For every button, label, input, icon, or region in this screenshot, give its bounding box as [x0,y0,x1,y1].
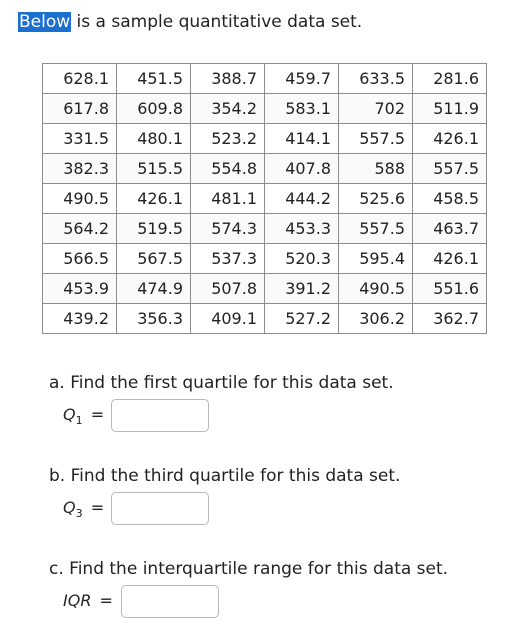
table-cell: 511.9 [413,94,487,124]
table-cell: 382.3 [43,154,117,184]
table-cell: 459.7 [265,64,339,94]
table-cell: 458.5 [413,184,487,214]
table-cell: 480.1 [117,124,191,154]
table-row [43,94,487,124]
table-cell: 453.3 [265,214,339,244]
table-cell: 523.2 [191,124,265,154]
table-cell: 356.3 [117,304,191,334]
table-cell: 557.5 [339,214,413,244]
q3-label [63,497,104,525]
intro-text [18,10,362,34]
table-cell: 474.9 [117,274,191,304]
table-cell: 391.2 [265,274,339,304]
iqr-equals: = [99,591,113,610]
table-cell: 566.5 [43,244,117,274]
table-cell: 451.5 [117,64,191,94]
table-cell: 281.6 [413,64,487,94]
q3-sub: 3 [75,507,83,520]
table-cell: 574.3 [191,214,265,244]
table-cell: 463.7 [413,214,487,244]
question-a-text: a. Find the first quartile for this data set. [49,373,394,393]
table-cell: 426.1 [117,184,191,214]
iqr-answer-input[interactable] [121,585,219,618]
table-row [43,64,487,94]
table-cell: 557.5 [339,124,413,154]
table-cell: 588 [339,154,413,184]
table-cell: 567.5 [117,244,191,274]
q1-answer-input[interactable] [111,399,209,432]
table-cell: 520.3 [265,244,339,274]
table-cell: 633.5 [339,64,413,94]
table-row [43,214,487,244]
iqr-label [63,590,113,612]
intro-rest: is a sample quantitative data set. [71,12,363,32]
intro-highlight: Below [19,12,71,32]
table-cell: 490.5 [339,274,413,304]
table-cell: 490.5 [43,184,117,214]
table-cell: 426.1 [413,124,487,154]
table-row [43,274,487,304]
table-cell: 583.1 [265,94,339,124]
table-cell: 388.7 [191,64,265,94]
table-row [43,184,487,214]
table-cell: 439.2 [43,304,117,334]
table-cell: 527.2 [265,304,339,334]
table-row [43,304,487,334]
table-cell: 409.1 [191,304,265,334]
table-cell: 362.7 [413,304,487,334]
table-cell: 426.1 [413,244,487,274]
table-cell: 564.2 [43,214,117,244]
q1-label [63,404,104,432]
table-cell: 515.5 [117,154,191,184]
table-cell: 595.4 [339,244,413,274]
table-cell: 537.3 [191,244,265,274]
table-cell: 507.8 [191,274,265,304]
table-cell: 617.8 [43,94,117,124]
question-b-text: b. Find the third quartile for this data set. [49,466,401,486]
table-cell: 554.8 [191,154,265,184]
table-cell: 551.6 [413,274,487,304]
table-cell: 306.2 [339,304,413,334]
q1-sub: 1 [75,414,83,427]
q1-var: Q [63,405,76,424]
table-cell: 453.9 [43,274,117,304]
q3-answer-input[interactable] [111,492,209,525]
table-row [43,154,487,184]
q1-equals: = [90,405,105,424]
data-table [42,63,487,334]
question-c-text: c. Find the interquartile range for this data set. [49,559,449,579]
table-cell: 331.5 [43,124,117,154]
iqr-var: IQR [63,591,92,610]
table-cell: 354.2 [191,94,265,124]
table-row [43,124,487,154]
table-cell: 525.6 [339,184,413,214]
q3-var: Q [63,498,76,517]
table-cell: 414.1 [265,124,339,154]
table-cell: 628.1 [43,64,117,94]
table-cell: 609.8 [117,94,191,124]
table-cell: 407.8 [265,154,339,184]
table-row [43,244,487,274]
q3-equals: = [90,498,105,517]
table-cell: 481.1 [191,184,265,214]
table-cell: 519.5 [117,214,191,244]
table-cell: 444.2 [265,184,339,214]
table-cell: 557.5 [413,154,487,184]
table-cell: 702 [339,94,413,124]
